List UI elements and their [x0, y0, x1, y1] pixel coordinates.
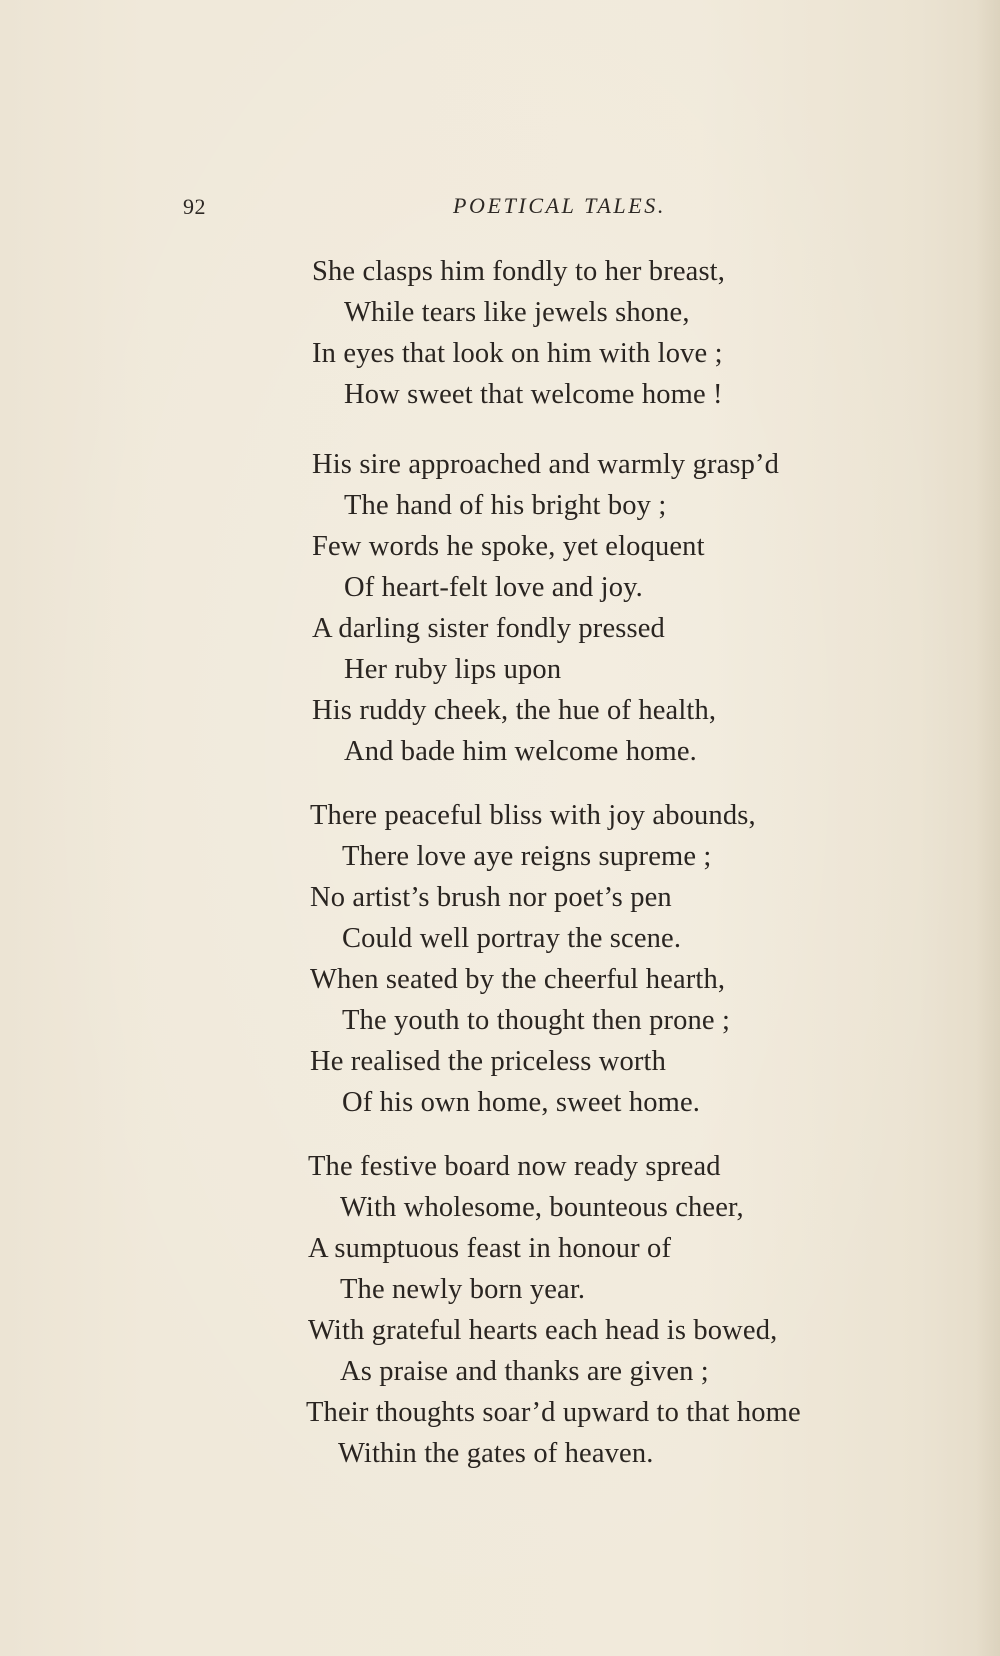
- poem-line: A sumptuous feast in honour of: [308, 1233, 672, 1264]
- poem-line: Few words he spoke, yet eloquent: [312, 531, 705, 562]
- page-edge-shadow: [976, 0, 1000, 1656]
- running-head: POETICAL TALES.: [453, 193, 666, 218]
- poem-line: His sire approached and warmly grasp’d: [312, 449, 780, 480]
- poem-line: With grateful hearts each head is bowed,: [308, 1315, 778, 1346]
- poem-line: She clasps him fondly to her breast,: [312, 256, 726, 287]
- poem-line: The festive board now ready spread: [308, 1151, 721, 1182]
- poem-line: There love aye reigns supreme ;: [342, 841, 712, 872]
- poem-line: With wholesome, bounteous cheer,: [340, 1192, 744, 1223]
- poem-line: Her ruby lips upon: [344, 654, 562, 685]
- poem-line: The hand of his bright boy ;: [344, 490, 667, 521]
- poem-line: As praise and thanks are given ;: [340, 1356, 709, 1387]
- poem-line: A darling sister fondly pressed: [312, 613, 665, 644]
- poem-line: How sweet that welcome home !: [344, 379, 723, 410]
- poem-line: Could well portray the scene.: [342, 923, 682, 954]
- poem-line: He realised the priceless worth: [310, 1046, 667, 1077]
- poem-line: The newly born year.: [340, 1274, 586, 1305]
- poem-line: Of heart-felt love and joy.: [344, 572, 643, 603]
- poem-line: The youth to thought then prone ;: [342, 1005, 731, 1036]
- poem-line: There peaceful bliss with joy abounds,: [310, 800, 756, 831]
- poem-line: No artist’s brush nor poet’s pen: [310, 882, 672, 913]
- poem-line: While tears like jewels shone,: [344, 297, 690, 328]
- poem-line: Of his own home, sweet home.: [342, 1087, 701, 1118]
- poem-line: When seated by the cheerful hearth,: [310, 964, 726, 995]
- poem-line: Within the gates of heaven.: [338, 1438, 654, 1469]
- poem-line: Their thoughts soar’d upward to that home: [306, 1397, 801, 1428]
- page-number: 92: [183, 194, 206, 219]
- poem-line: In eyes that look on him with love ;: [312, 338, 723, 369]
- poem-line: And bade him welcome home.: [344, 736, 697, 767]
- poem-line: His ruddy cheek, the hue of health,: [312, 695, 717, 726]
